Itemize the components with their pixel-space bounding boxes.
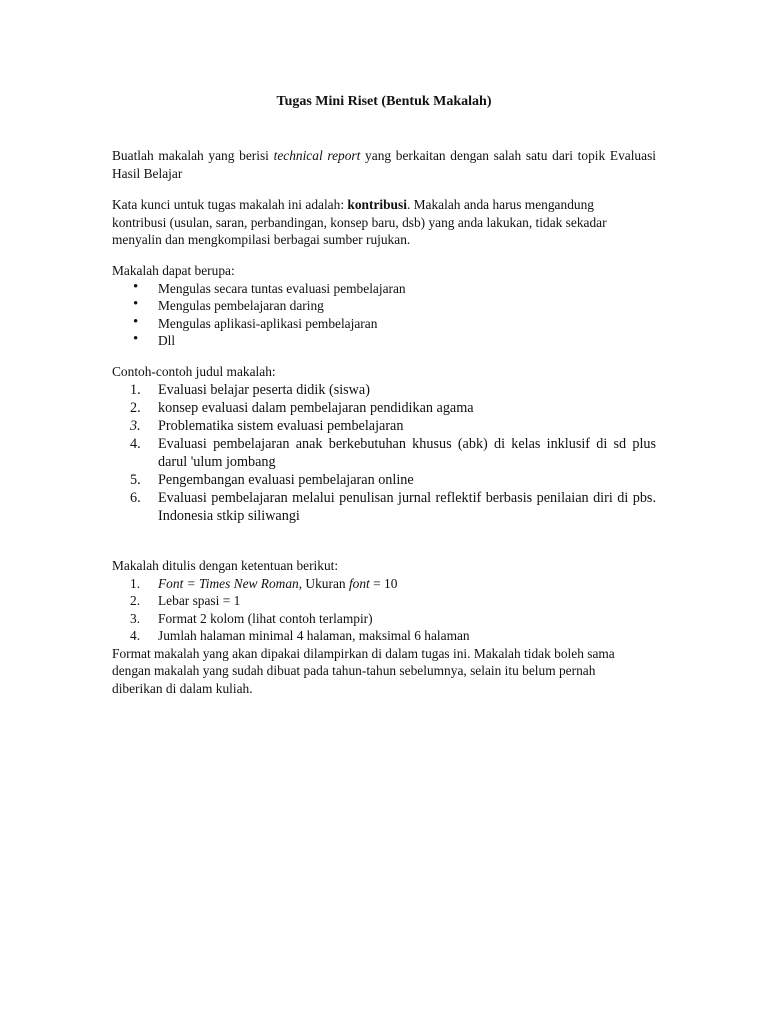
item-text: Pengembangan evaluasi pembelajaran online [158, 471, 414, 488]
forms-section [112, 262, 656, 350]
list-item [112, 381, 656, 399]
document-title: Tugas Mini Riset (Bentuk Makalah) [276, 94, 492, 109]
examples-list [112, 381, 656, 525]
list-item [112, 489, 656, 525]
list-item [112, 399, 656, 417]
list-item [112, 417, 656, 435]
list-item [112, 592, 656, 610]
item-number: 3. [130, 610, 141, 626]
closing-paragraph: Format makalah yang akan dipakai dilampirkan di dalam tugas ini. Makalah tidak boleh sama dengan makalah yang sudah dibuat pada tahun-tahun sebelumnya, selain itu belum pernah diberikan di dalam kuliah. [112, 645, 615, 696]
list-item [112, 627, 656, 645]
list-item: • Mengulas pembelajaran daring [112, 297, 656, 315]
item-text: konsep evaluasi dalam pembelajaran pendidikan agama [158, 399, 474, 416]
examples-heading: Contoh-contoh judul makalah: [112, 364, 276, 379]
item-number: 3. [130, 417, 141, 434]
font-label-2: font [348, 575, 370, 591]
font-label: Font [158, 575, 184, 591]
item-text: Evaluasi pembelajaran melalui penulisan jurnal reflektif berbasis penilaian diri di pbs. Indonesia stkip siliwangi [158, 489, 656, 524]
item-number: 4. [130, 435, 141, 452]
list-item [112, 610, 656, 628]
forms-heading: Makalah dapat berupa: [112, 263, 235, 278]
list-item [112, 575, 656, 593]
size-value: = 10 [369, 575, 398, 591]
keyword-bold: kontribusi [347, 197, 407, 212]
item-text: Format 2 kolom (lihat contoh terlampir) [158, 610, 373, 626]
list-item [112, 471, 656, 489]
list-item: • Mengulas secara tuntas evaluasi pembelajaran [112, 280, 656, 298]
keyword-text-2: . Makalah anda harus mengandung kontribusi (usulan, saran, perbandingan, konsep baru, dsb) yang anda lakukan, tidak sekadar menyalin dan mengkompilasi berbagai sumber rujukan. [112, 197, 607, 247]
list-item: • Mengulas aplikasi-aplikasi pembelajaran [112, 315, 656, 333]
item-text: Lebar spasi = 1 [158, 593, 241, 608]
item-number: 2. [130, 593, 141, 608]
item-text: Problematika sistem evaluasi pembelajaran [158, 417, 404, 434]
intro-emphasis: technical report [273, 148, 361, 163]
rules-section [112, 557, 656, 697]
item-number: 6. [130, 489, 141, 506]
examples-section [112, 363, 656, 525]
keyword-text-1: Kata kunci untuk tugas makalah ini adalah: [112, 197, 348, 212]
item-number: 1. [130, 381, 141, 398]
item-text: Jumlah halaman minimal 4 halaman, maksimal 6 halaman [158, 628, 470, 643]
item-number: 4. [130, 628, 141, 643]
list-item: • Dll [112, 332, 656, 350]
keyword-paragraph [112, 196, 632, 249]
item-number: 2. [130, 399, 141, 416]
forms-list [112, 280, 656, 350]
rules-list [112, 575, 656, 645]
item-text: Evaluasi pembelajaran anak berkebutuhan khusus (abk) di kelas inklusif di sd plus darul 'ulum jombang [158, 435, 656, 470]
size-label: , Ukuran [298, 575, 349, 591]
font-equals: = [183, 575, 200, 591]
intro-text-1: Buatlah makalah yang berisi [112, 148, 274, 163]
item-text: Evaluasi belajar peserta didik (siswa) [158, 381, 370, 398]
rules-heading: Makalah ditulis dengan ketentuan berikut: [112, 558, 339, 573]
item-number: 1. [130, 575, 141, 591]
font-name: Times New Roman [199, 575, 299, 591]
item-number: 5. [130, 471, 141, 488]
intro-text-2: yang berkaitan dengan salah satu dari topik Evaluasi Hasil Belajar [112, 148, 656, 181]
list-item [112, 435, 656, 471]
intro-paragraph [112, 147, 656, 182]
